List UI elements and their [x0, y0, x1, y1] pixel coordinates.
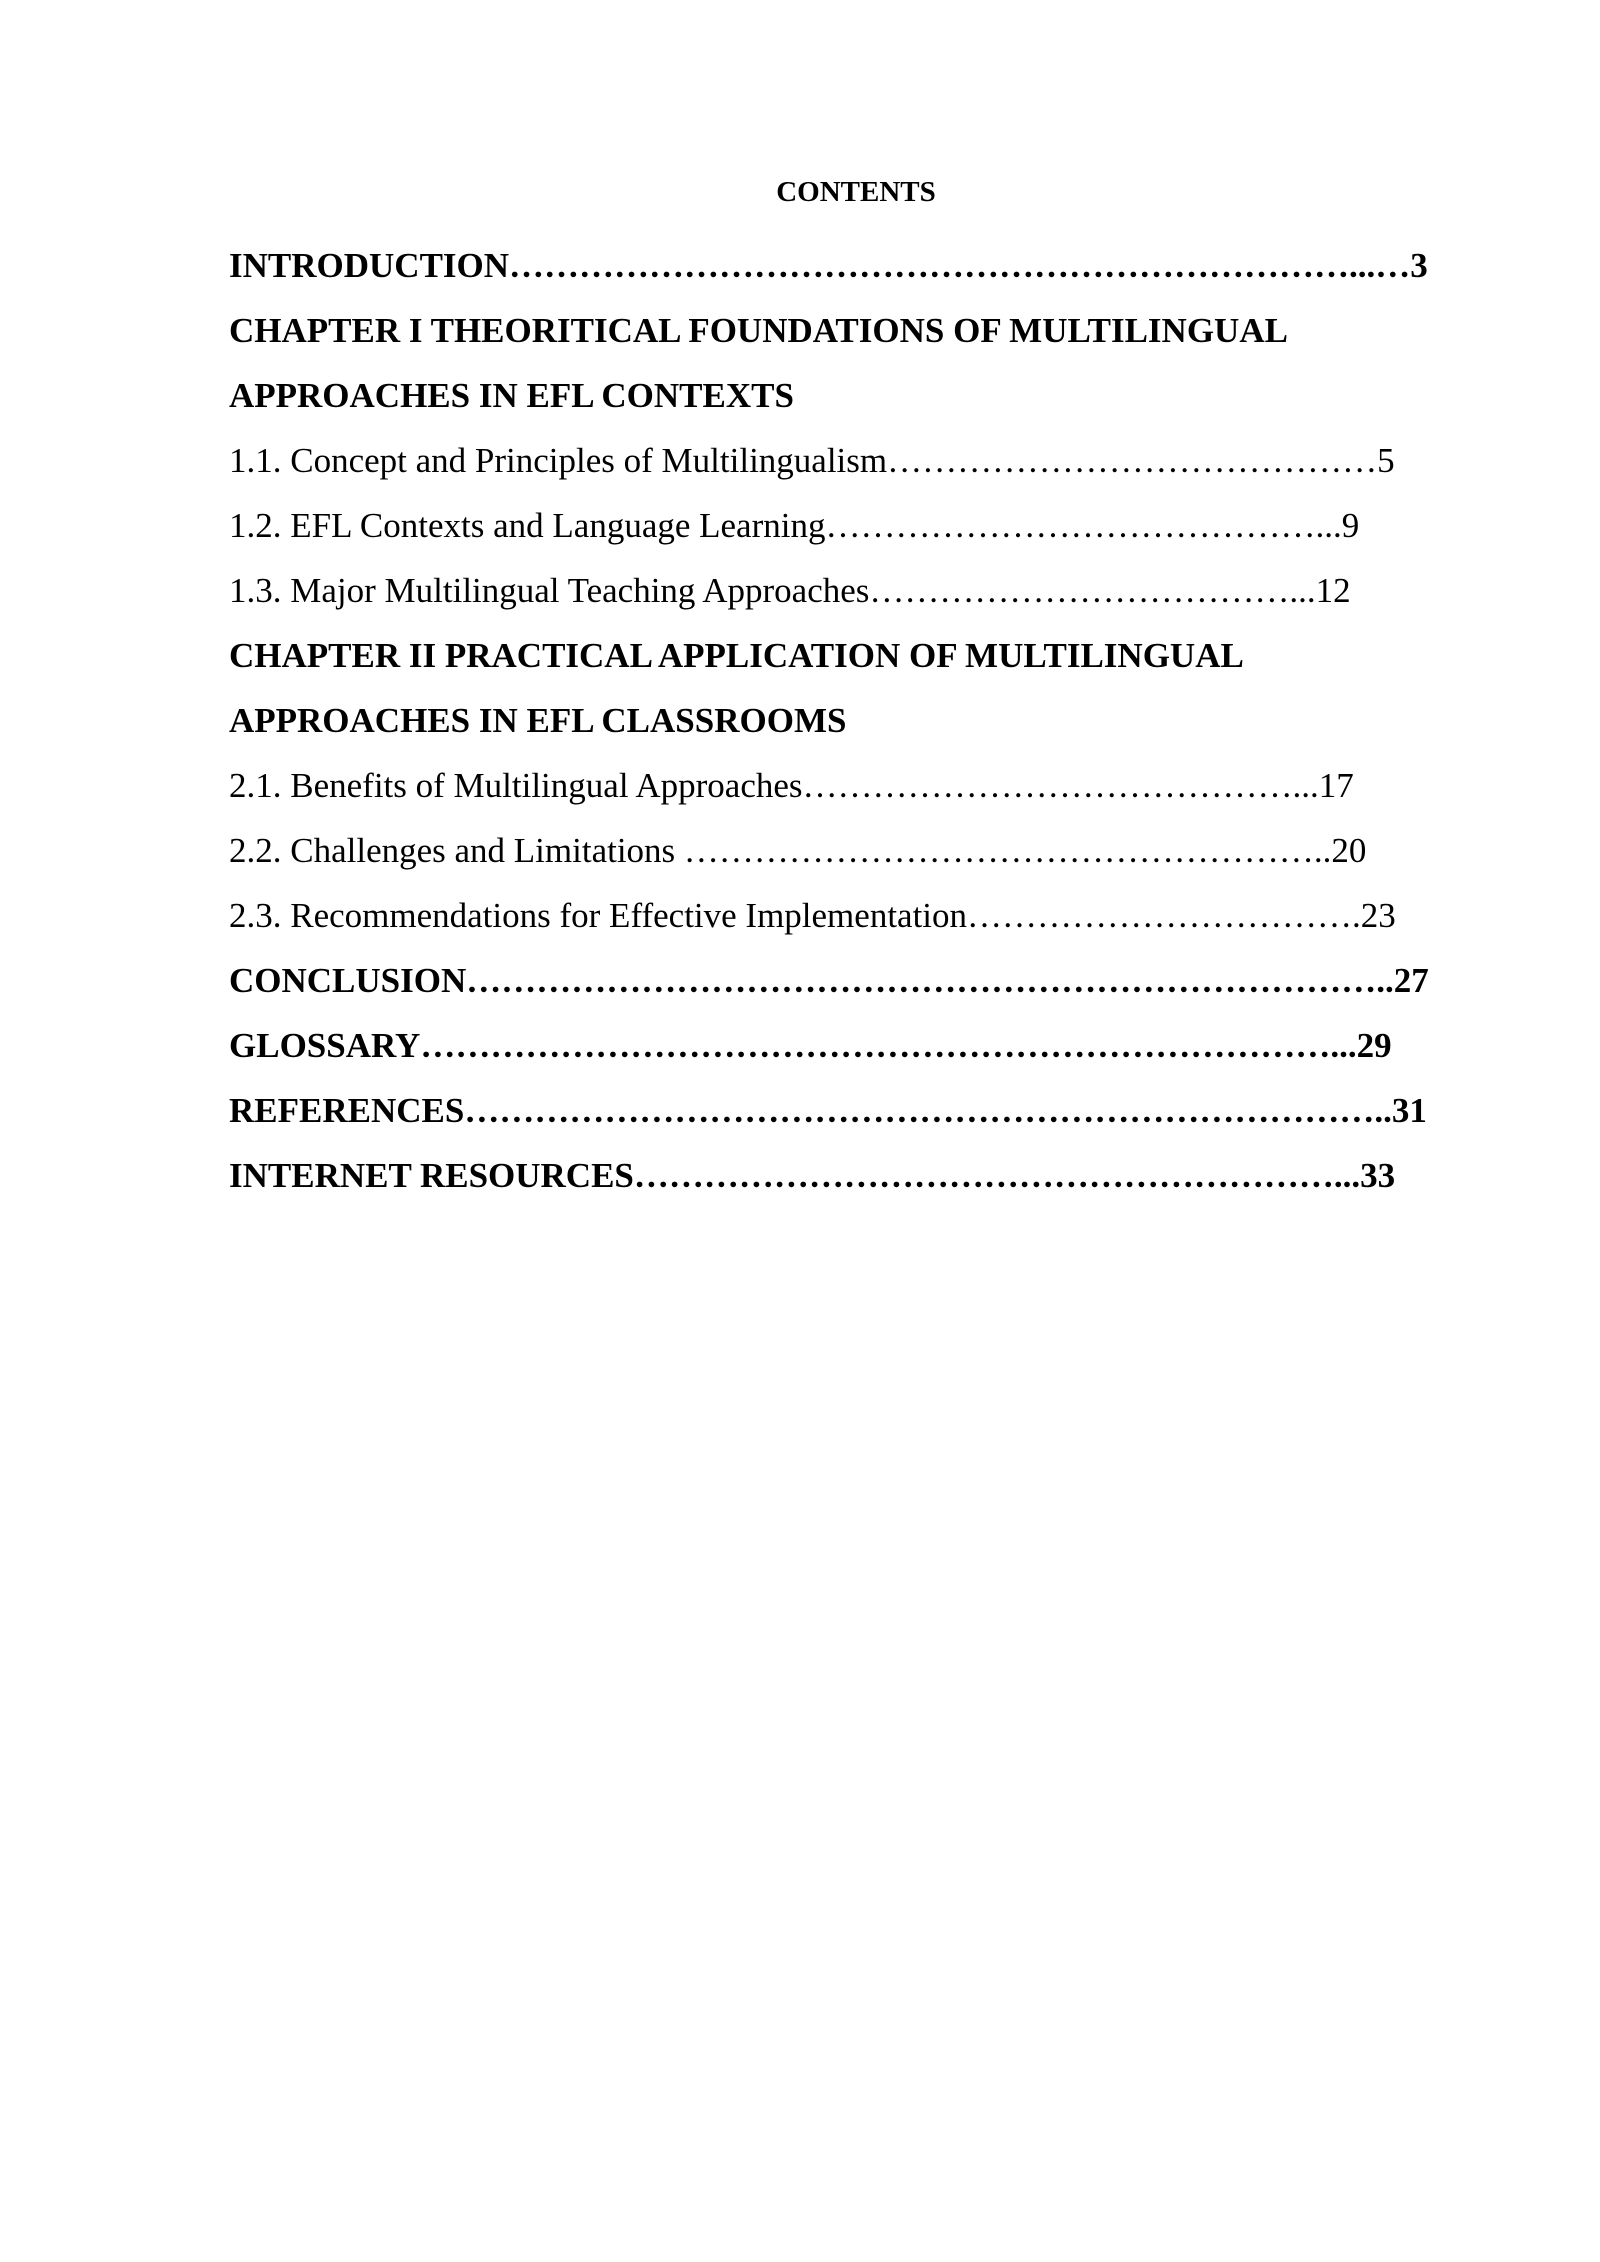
toc-entry: INTERNET RESOURCES……………………………………………………...33 [229, 1156, 1396, 1195]
toc-entry: INTRODUCTION………………………………………………………………...…3 [229, 246, 1428, 285]
contents-title: CONTENTS [776, 176, 936, 208]
table-of-contents [229, 233, 1489, 1208]
toc-entry: 1.3. Major Multilingual Teaching Approaches………………………………...12 [229, 571, 1351, 610]
toc-entry: 2.3. Recommendations for Effective Implementation…………………………….23 [229, 896, 1396, 935]
toc-entry: CHAPTER I THEORITICAL FOUNDATIONS OF MULTILINGUAL [229, 311, 1288, 350]
toc-entry: CONCLUSION……………………………………………………………………..27 [229, 961, 1429, 1000]
toc-entry: GLOSSARY……………………………………………………………………...29 [229, 1026, 1392, 1065]
toc-entry: 2.1. Benefits of Multilingual Approaches……………………………………...17 [229, 766, 1354, 805]
toc-entry: 1.1. Concept and Principles of Multilingualism……………………………………5 [229, 441, 1395, 480]
toc-entry: APPROACHES IN EFL CONTEXTS [229, 376, 794, 415]
toc-entry: REFERENCES……………………………………………………………………..31 [229, 1091, 1427, 1130]
toc-entry: 1.2. EFL Contexts and Language Learning……………………………………...9 [229, 506, 1360, 545]
toc-entry: APPROACHES IN EFL CLASSROOMS [229, 701, 847, 740]
toc-entry: CHAPTER II PRACTICAL APPLICATION OF MULTILINGUAL [229, 636, 1244, 675]
toc-entry: 2.2. Challenges and Limitations ………………………………………………..20 [229, 831, 1367, 870]
